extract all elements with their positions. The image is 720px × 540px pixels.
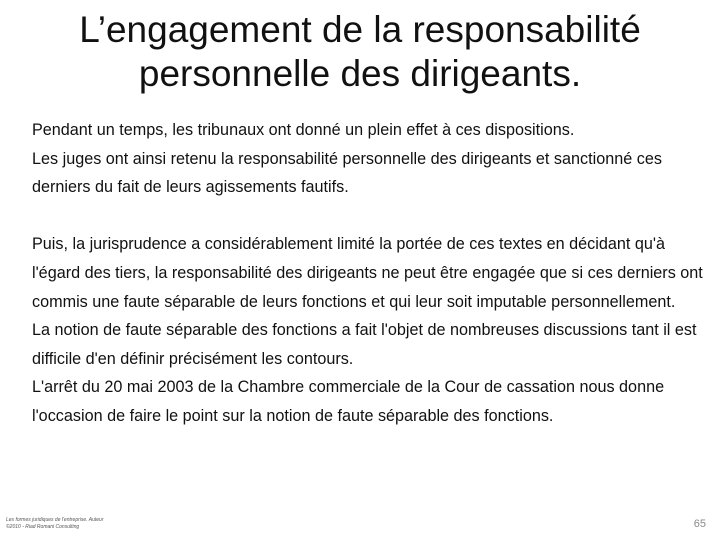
paragraph-4: La notion de faute séparable des fonctions a fait l'objet de nombreuses discussions tant il est difficile d'en définir précisément les contours. xyxy=(32,321,697,368)
footer-note xyxy=(6,517,104,531)
paragraph-1: Pendant un temps, les tribunaux ont donné un plein effet à ces dispositions. xyxy=(32,121,575,139)
paragraph-spacer xyxy=(32,202,704,231)
slide-title xyxy=(0,8,720,96)
paragraph-3: Puis, la jurisprudence a considérablement limité la portée de ces textes en décidant qu'à l'égard des tiers, la responsabilité des dirigeants ne peut être engagée que si ces derniers ont commis une faute séparable de leurs fonctions et qui leur soit imputable personnellement. xyxy=(32,235,703,311)
footer-note-line-1: Les formes juridiques de l'entreprise. Auteur xyxy=(6,517,104,523)
slide-title-line-2: personnelle des dirigeants. xyxy=(138,53,582,94)
slide-title-line-1: L’engagement de la responsabilité xyxy=(79,9,641,50)
paragraph-5: L'arrêt du 20 mai 2003 de la Chambre commerciale de la Cour de cassation nous donne l'occasion de faire le point sur la notion de faute séparable des fonctions. xyxy=(32,378,665,425)
slide-body xyxy=(32,116,704,431)
footer-note-line-2: ©2010 - Riad Romani Consulting xyxy=(6,524,80,530)
page-number: 65 xyxy=(693,518,706,530)
paragraph-2: Les juges ont ainsi retenu la responsabilité personnelle des dirigeants et sanctionné ces derniers du fait de leurs agissements fautifs. xyxy=(32,149,662,197)
